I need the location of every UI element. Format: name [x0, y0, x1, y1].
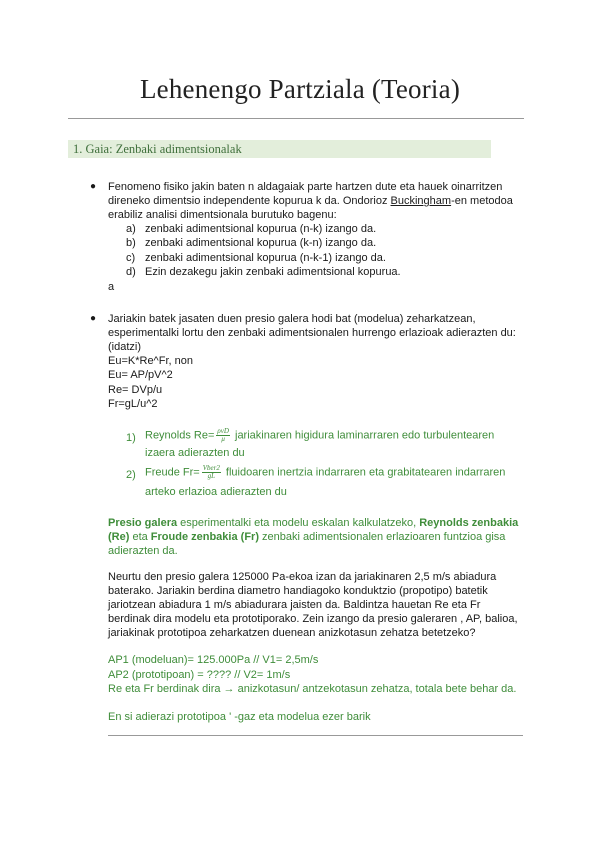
q3-line-1: Neurtu den presio galera 125000 Pa-ekoa izan da jariakinaren 2,5 m/s abiadura: [108, 571, 497, 583]
q2-para-line-3: adierazten da.: [108, 545, 178, 557]
q2-eq-1: Eu=K*Re^Fr, non: [108, 355, 193, 367]
froude-fraction: [202, 465, 221, 480]
froude-numerator: Vber2: [202, 464, 220, 472]
q1-line-2-end: -en metodoa: [451, 195, 513, 207]
q2-eq-4: Fr=gL/u^2: [108, 398, 158, 410]
option-d: Ezin dezakegu jakin zenbaki adimentsional kopurua.: [145, 266, 401, 278]
q2-eq-2: Eu= AP/pV^2: [108, 369, 173, 381]
option-c: zenbaki adimentsional kopurua (n-k-1) izango da.: [145, 252, 386, 264]
q3-answer-3: Re eta Fr berdinak dira → anizkotasun/ antzekotasun zehatza, totala bete behar da.: [108, 683, 517, 695]
q2-line-3: (idatzi): [108, 341, 142, 353]
q3-line-5: jariakinak prototipoa zeharkatzen duenean anizkotasun zehatza betetzeko?: [108, 627, 476, 639]
q2-eq-3: Re= DVp/u: [108, 384, 163, 396]
reynolds-item: [145, 428, 494, 443]
q3-answer-2: AP2 (prototipoan) = ???? // V2= 1m/s: [108, 669, 291, 681]
para-bold-1: Presio galera: [108, 517, 178, 529]
q2-line-2: esperimentalki lortu den zenbaki adimentsionalen hurrengo erlazioak adierazten du:: [108, 327, 516, 339]
q1-line-3: erabiliz analisi dimentsionala burutuko bagenu:: [108, 209, 337, 221]
para-text-1: esperimentalki eta modelu eskalan kalkulatzeko,: [177, 517, 420, 529]
froude-continuation: arteko erlazioa adierazten du: [145, 486, 287, 498]
option-b: zenbaki adimentsional kopurua (k-n) izango da.: [145, 237, 377, 249]
option-letter-c: c): [126, 252, 136, 264]
q1-line-1: Fenomeno fisiko jakin baten n aldagaiak parte hartzen dute eta hauek oinarritzen: [108, 181, 503, 193]
item-number-1: 1): [126, 432, 136, 444]
bullet-icon: ●: [90, 313, 97, 324]
reynolds-continuation: izaera adierazten du: [145, 447, 245, 459]
q2-line-1: Jariakin batek jasaten duen presio galera hodi bat (modelua) zeharkatzean,: [108, 313, 476, 325]
reynolds-fraction: [216, 428, 230, 443]
reynolds-label: Reynolds Re=: [145, 429, 215, 442]
reynolds-denominator: μ: [221, 435, 225, 443]
q1-answer: a: [108, 281, 115, 293]
para-bold-4: Froude zenbakia (Fr): [150, 531, 259, 543]
q3-answer-1: AP1 (modeluan)= 125.000Pa // V1= 2,5m/s: [108, 654, 319, 666]
option-letter-d: d): [126, 266, 136, 278]
q3-line-3: jariotzean abiadura 1 m/s abiadurara jaisten da. Baldintza hauetan Re eta Fr: [108, 599, 481, 611]
froude-label: Freude Fr=: [145, 466, 200, 479]
option-letter-b: b): [126, 237, 136, 249]
q1-line-2: [108, 194, 513, 208]
title-divider: [68, 118, 524, 119]
para-text-3: zenbaki adimentsionalen erlazioaren funtzioa gisa: [258, 531, 506, 543]
q3-line-4: berdinak dira modelu eta prototiporako. Zein izango da presio galeraren , AP, balioa,: [108, 613, 518, 625]
froude-denominator: gL: [207, 472, 215, 480]
section-heading: 1. Gaia: Zenbaki adimentsionalak: [68, 140, 491, 158]
froude-description: fluidoaren inertzia indarraren eta grabitatearen indarraren: [225, 466, 506, 479]
item-number-2: 2): [126, 469, 136, 481]
para-bold-2: Reynolds zenbakia: [419, 517, 519, 529]
q2-para-line-1: [108, 516, 518, 530]
reynolds-description: jariakinaren higidura laminarraren edo turbulentearen: [235, 429, 495, 442]
q1-line-2-text: direneko dimentsio independente kopurua k da. Ondorioz: [108, 195, 391, 207]
q3-line-2: baterako. Jariakin berdina diametro handiagoko konduktzio (propotipo) batetik: [108, 585, 488, 597]
q3-note: En si adierazi prototipoa ' -gaz eta modelua ezer barik: [108, 711, 371, 723]
page-title: Lehenengo Partziala (Teoria): [139, 74, 461, 104]
reynolds-numerator: ρvD: [217, 427, 229, 435]
q2-para-line-2: [108, 530, 505, 544]
option-a: zenbaki adimentsional kopurua (n-k) izango da.: [145, 223, 377, 235]
para-bold-3: (Re): [108, 531, 130, 543]
bottom-divider: [108, 735, 523, 736]
buckingham-link: Buckingham: [390, 195, 452, 207]
froude-item: [145, 465, 505, 480]
para-text-2: eta: [129, 531, 151, 543]
bullet-icon: ●: [90, 181, 97, 192]
option-letter-a: a): [126, 223, 136, 235]
